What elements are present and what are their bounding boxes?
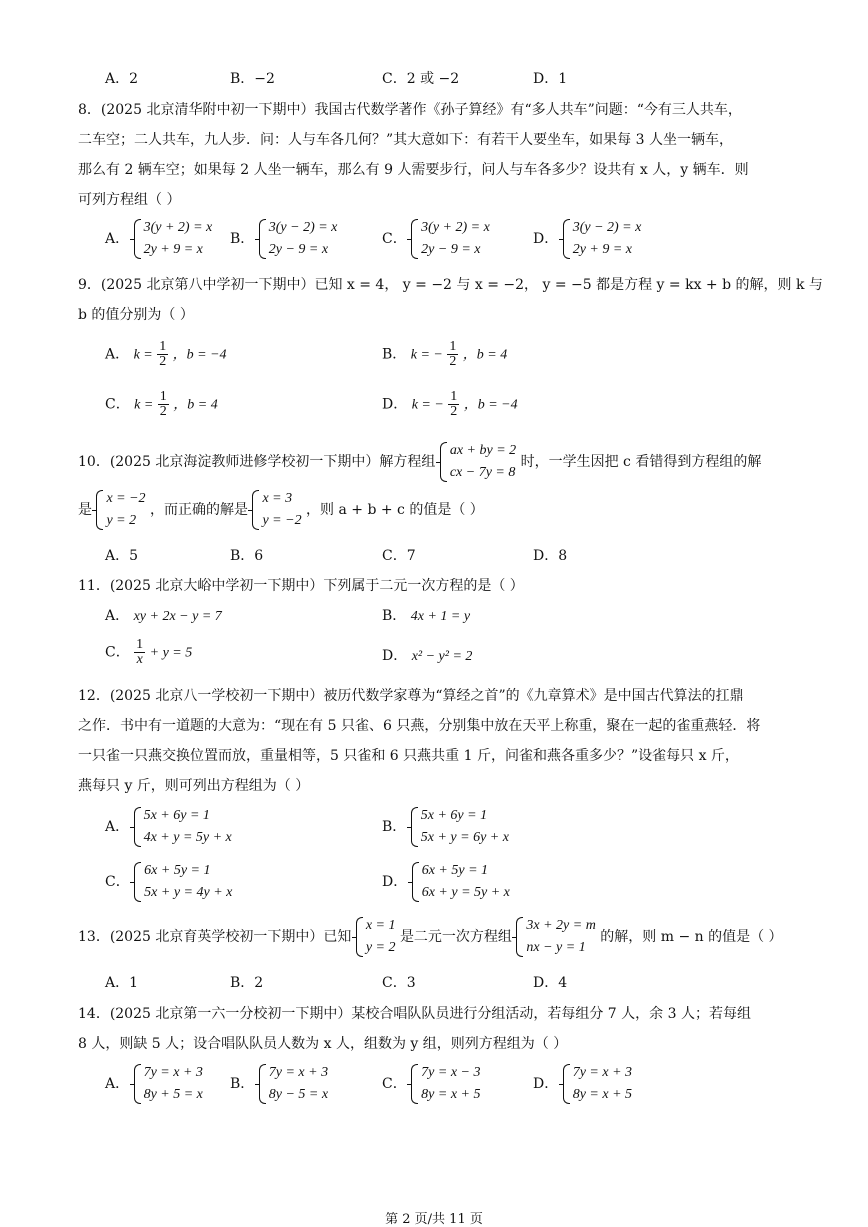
q10-l2-pre: 是 — [78, 502, 92, 518]
eq-row: ax + by = 2 — [449, 443, 517, 458]
fraction — [157, 340, 168, 369]
fraction-den: 2 — [449, 354, 457, 369]
q10-l2-mid: ，而正确的解是 — [150, 502, 249, 518]
q12-text-line2: 之作．书中有一道题的大意为：“现在有 5 只雀、6 只燕，分别集中放在天平上称重，聚在一起的雀重燕轻．将 — [78, 718, 761, 734]
equation-system — [516, 915, 595, 959]
q8-option-b — [230, 217, 337, 261]
q9-option-a — [105, 340, 227, 369]
option-label: C． — [105, 396, 130, 413]
eq-row: x = −2 — [106, 491, 146, 506]
q9-option-d — [382, 390, 518, 419]
equation-system — [411, 217, 490, 261]
eq-row: y = −2 — [262, 513, 302, 528]
expr-post: ，b = −4 — [463, 397, 518, 413]
fraction-num: 1 — [159, 339, 167, 354]
equation-system — [411, 805, 509, 849]
q10-text-line2 — [78, 488, 484, 532]
eq-row: 4x + y = 5y + x — [143, 830, 232, 845]
option-a: A．2 — [105, 71, 139, 87]
option-label: A． — [105, 608, 130, 624]
q10-text-line1 — [78, 440, 761, 484]
equation-system — [411, 1062, 480, 1106]
q9-text-line1: 9．(2025 北京第八中学初一下期中）已知 x = 4， y = −2 与 x = −2， y = −5 都是方程 y = kx + b 的解，则 k 与 — [78, 277, 823, 293]
expr-pre: k = − — [410, 347, 443, 363]
q13-option-d: D．4 — [533, 975, 568, 991]
equation-system — [563, 1062, 632, 1106]
option-label: B． — [382, 346, 407, 363]
expression: x² − y² = 2 — [411, 649, 473, 664]
expr-pre: k = — [134, 397, 154, 413]
expression: xy + 2x − y = 7 — [133, 609, 222, 624]
option-label: B． — [382, 819, 407, 835]
eq-row: 3(y + 2) = x — [143, 220, 213, 235]
fraction — [134, 638, 145, 667]
q14-option-a — [105, 1062, 203, 1106]
eq-row: 5x + 6y = 1 — [420, 808, 488, 823]
equation-system — [134, 860, 232, 904]
eq-row: y = 2 — [106, 513, 137, 528]
eq-row: 8y = x + 5 — [421, 1087, 481, 1102]
eq-row: x = 1 — [365, 918, 396, 933]
option-d: D．1 — [533, 71, 568, 87]
q10-option-d: D．8 — [533, 548, 568, 564]
eq-row: 7y = x + 3 — [143, 1065, 203, 1080]
q10-option-b: B．6 — [230, 548, 264, 564]
equation-system — [259, 217, 338, 261]
fraction — [447, 340, 458, 369]
eq-row: 3x + 2y = m — [526, 918, 596, 933]
solution-system — [356, 915, 396, 959]
q13-mid: 是二元一次方程组 — [399, 929, 512, 945]
expr-post: ，b = 4 — [462, 347, 508, 363]
equation-system — [563, 217, 642, 261]
expression: 4x + 1 = y — [410, 609, 471, 624]
q11-option-d — [382, 645, 472, 665]
option-label: A． — [105, 231, 130, 247]
expr-pre: k = − — [411, 397, 444, 413]
eq-row: 2y − 9 = x — [268, 242, 329, 257]
q9-option-b — [382, 340, 507, 369]
eq-row: 3(y − 2) = x — [268, 220, 338, 235]
q13-pre: 13．(2025 北京育英学校初一下期中）已知 — [78, 929, 352, 945]
option-label: B． — [382, 608, 407, 624]
eq-row: nx − y = 1 — [526, 940, 586, 955]
q8-text-line2: 二车空；二人共车，九人步．问：人与车各几何？”其大意如下：有若干人要坐车，如果每 3 人坐一辆车， — [78, 132, 733, 148]
expr-post: ，b = 4 — [173, 397, 218, 413]
fraction-num: 1 — [159, 389, 167, 404]
option-label: C． — [382, 1076, 407, 1092]
eq-row: 8y = x + 5 — [572, 1087, 633, 1102]
option-c: C．2 或 −2 — [382, 71, 460, 87]
page-number: 第 2 页/共 11 页 — [385, 1212, 483, 1227]
q8-option-a — [105, 217, 212, 261]
eq-row: 8y + 5 = x — [143, 1087, 203, 1102]
fraction-num: 1 — [449, 339, 457, 354]
q9-option-c — [105, 390, 218, 419]
eq-row: 6x + 5y = 1 — [421, 863, 489, 878]
q8-text-line4: 可列方程组（ ） — [78, 192, 181, 208]
option-label: D． — [382, 648, 408, 664]
equation-system — [134, 805, 232, 849]
q10-option-c: C．7 — [382, 548, 416, 564]
q14-option-c — [382, 1062, 481, 1106]
q8-text-line1: 8．(2025 北京清华附中初一下期中）我国古代数学著作《孙子算经》有“多人共车”问题：“今有三人共车， — [78, 102, 742, 118]
q10-pre: 10．(2025 北京海淀教师进修学校初一下期中）解方程组 — [78, 454, 436, 470]
q12-text-line3: 一只雀一只燕交换位置而放，重量相等，5 只雀和 6 只燕共重 1 斤，问雀和燕各重多少？”设雀每只 x 斤， — [78, 748, 739, 764]
fraction-den: 2 — [159, 354, 167, 369]
q11-option-c — [105, 638, 192, 667]
q13-post: 的解，则 m − n 的值是（ ） — [600, 929, 783, 945]
option-label: D． — [533, 231, 559, 247]
q13-text-line1 — [78, 915, 783, 959]
q14-option-b — [230, 1062, 328, 1106]
eq-row: 6x + y = 5y + x — [421, 885, 510, 900]
option-label: A． — [105, 819, 130, 835]
eq-row: 2y + 9 = x — [143, 242, 203, 257]
q8-text-line3: 那么有 2 辆车空；如果每 2 人坐一辆车，那么有 9 人需要步行，问人与车各多少？设共有 x 人，y 辆车．则 — [78, 162, 749, 178]
equation-system — [259, 1062, 328, 1106]
wrong-solution — [96, 488, 145, 532]
equation-system — [440, 440, 516, 484]
option-label: D． — [382, 396, 408, 413]
expr-post: + y = 5 — [149, 645, 193, 661]
eq-row: 3(y − 2) = x — [572, 220, 642, 235]
option-label: B． — [230, 231, 255, 247]
option-label: A． — [105, 346, 130, 363]
eq-row: 2y + 9 = x — [572, 242, 633, 257]
fraction-den: x — [136, 652, 143, 667]
q10-option-a: A．5 — [105, 548, 139, 564]
q8-option-d — [533, 217, 641, 261]
equation-system — [134, 1062, 203, 1106]
q13-option-c: C．3 — [382, 975, 416, 991]
q8-option-c — [382, 217, 490, 261]
eq-row: y = 2 — [365, 940, 396, 955]
option-label: C． — [105, 874, 130, 890]
eq-row: 8y − 5 = x — [268, 1087, 329, 1102]
q12-option-b — [382, 805, 509, 849]
q12-option-a — [105, 805, 232, 849]
eq-row: x = 3 — [262, 491, 293, 506]
q13-option-b: B．2 — [230, 975, 264, 991]
q11-option-b — [382, 605, 470, 625]
fraction-den: 2 — [159, 404, 167, 419]
q9-text-line2: b 的值分别为（ ） — [78, 307, 194, 323]
option-label: C． — [382, 231, 407, 247]
option-label: D． — [533, 1076, 559, 1092]
q10-l2-post: ，则 a + b + c 的值是（ ） — [306, 502, 484, 518]
eq-row: 7y = x + 3 — [268, 1065, 329, 1080]
eq-row: 5x + 6y = 1 — [143, 808, 210, 823]
q11-text-line1: 11．(2025 北京大峪中学初一下期中）下列属于二元一次方程的是（ ） — [78, 578, 524, 594]
q13-option-a: A．1 — [105, 975, 139, 991]
eq-row: 3(y + 2) = x — [421, 220, 490, 235]
q12-option-d — [382, 860, 510, 904]
option-b: B．−2 — [230, 71, 275, 87]
eq-row: cx − 7y = 8 — [449, 465, 516, 480]
eq-row: 6x + 5y = 1 — [144, 863, 211, 878]
q12-option-c — [105, 860, 232, 904]
eq-row: 2y − 9 = x — [421, 242, 481, 257]
expr-pre: k = — [133, 347, 153, 363]
fraction-num: 1 — [450, 389, 458, 404]
option-label: C． — [105, 644, 130, 661]
expr-post: ，b = −4 — [172, 347, 227, 363]
q11-option-a — [105, 605, 222, 625]
q14-option-d — [533, 1062, 632, 1106]
correct-solution — [252, 488, 301, 532]
eq-row: 5x + y = 4y + x — [144, 885, 233, 900]
option-label: A． — [105, 1076, 130, 1092]
q14-text-line1: 14．(2025 北京第一六一分校初一下期中）某校合唱队队员进行分组活动，若每组分 7 人，余 3 人；若每组 — [78, 1006, 751, 1022]
eq-row: 5x + y = 6y + x — [420, 830, 509, 845]
fraction — [448, 390, 459, 419]
option-label: D． — [382, 874, 408, 890]
q14-text-line2: 8 人，则缺 5 人；设合唱队队员人数为 x 人，组数为 y 组，则列方程组为（ ） — [78, 1036, 568, 1052]
fraction-num: 1 — [136, 637, 144, 652]
q10-post: 时，一学生因把 c 看错得到方程组的解 — [520, 454, 762, 470]
fraction — [158, 390, 169, 419]
equation-system — [134, 217, 213, 261]
q12-text-line1: 12．(2025 北京八一学校初一下期中）被历代数学家尊为“算经之首”的《九章算术》是中国古代算法的扛鼎 — [78, 688, 744, 704]
q12-text-line4: 燕每只 y 斤，则可列出方程组为（ ） — [78, 778, 310, 794]
eq-row: 7y = x − 3 — [421, 1065, 481, 1080]
fraction-den: 2 — [450, 404, 458, 419]
option-label: B． — [230, 1076, 255, 1092]
eq-row: 7y = x + 3 — [572, 1065, 633, 1080]
equation-system — [412, 860, 510, 904]
